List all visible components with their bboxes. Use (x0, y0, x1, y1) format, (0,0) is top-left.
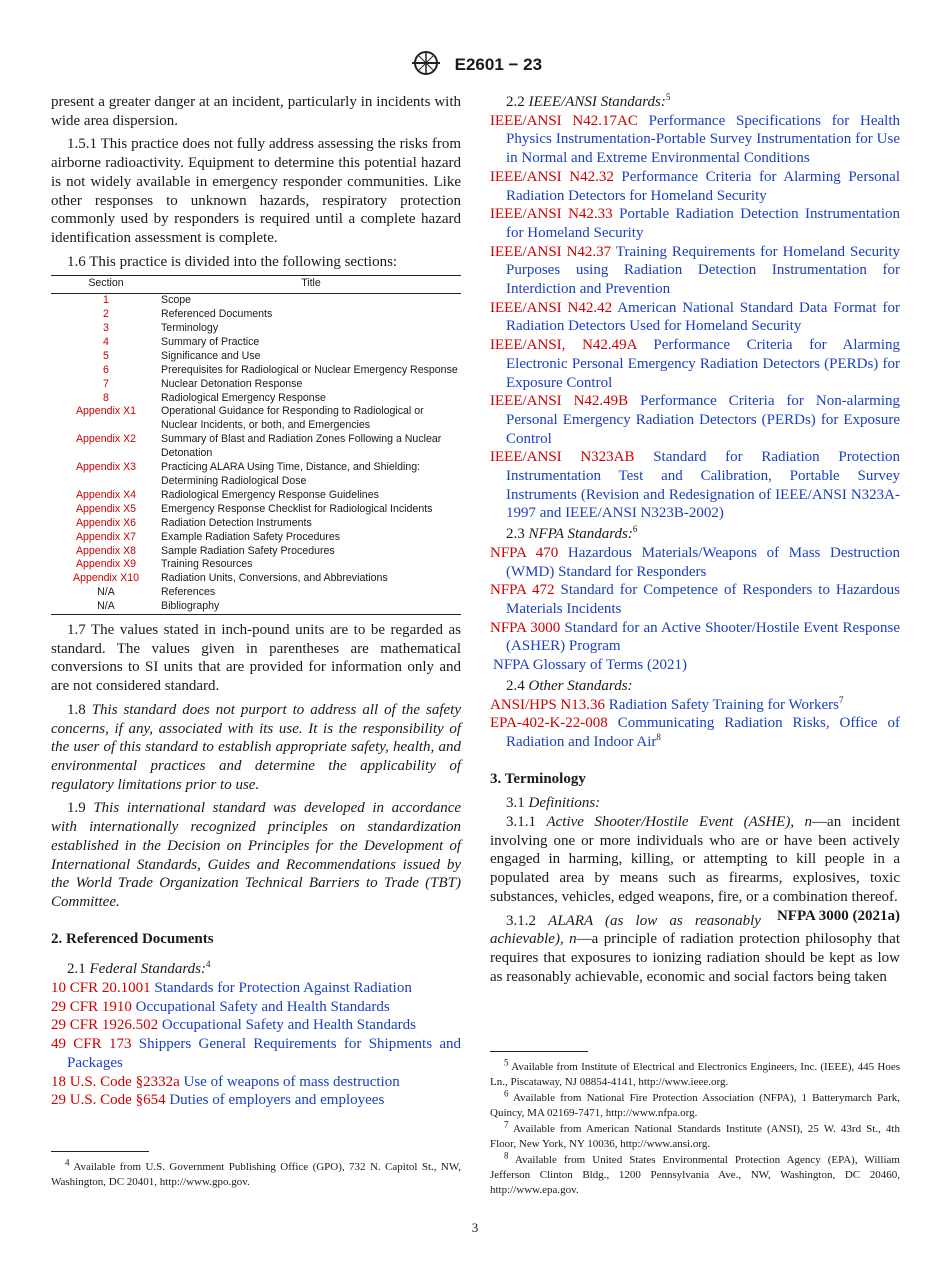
paragraph-1-5-1: 1.5.1 This practice does not fully address assessing the risks from airborne radioactivity. Equipment to determine this potential hazard is not widely available in emergency responder communities. Like other responses to unknown hazards, respiratory protection commonly used by responders is required until a complete hazard identification assessment is complete. (51, 136, 461, 246)
section-title: Radiological Emergency Response Guidelines (161, 488, 379, 501)
section-number[interactable]: 8 (103, 391, 109, 404)
footnote: $^8$ Available from United States Environmental Protection Agency (EPA), William Jefferson Clinton Bldg., 1200 Pennsylvania Ave., NW, Washington, DC 20460, http://www.epa.gov. (490, 1150, 900, 1196)
section-number[interactable]: Appendix X1 (75, 405, 137, 418)
section-title: Referenced Documents (161, 308, 273, 321)
definition-3-1-1: 3.1.1 Active Shooter/Hostile Event (ASHE), n—an incident involving one or more individuals who are or have been actively engaged in harming, killing, or attempting to kill people in a populated area by means such as firearms, explosives, toxic substances, vehicles, edged weapons, fire, or a combination thereof. NFPA 3000 (2021a) (490, 814, 900, 924)
page-number: 3 (471, 1220, 479, 1235)
reference-item (490, 336, 900, 392)
reference-code-link[interactable]: 29 U.S. Code §654 (51, 1092, 166, 1109)
section-number[interactable]: 5 (103, 349, 109, 362)
section-title: Prerequisites for Radiological or Nuclear Emergency Response (161, 363, 458, 376)
reference-code-link[interactable]: IEEE/ANSI N42.42 (490, 299, 613, 316)
federal-standards-list (51, 979, 461, 1110)
reference-title-link[interactable]: Performance Criteria for Non-alarming Personal Emergency Radiation Detectors (PERDs) for Exposure Control (506, 393, 900, 447)
table-row (51, 531, 461, 545)
table-header-section: Section (51, 276, 161, 294)
reference-title-link[interactable]: Performance Criteria for Alarming Electronic Personal Emergency Radiation Detectors (PERDs) for Exposure Control (506, 337, 900, 391)
reference-code-link[interactable]: NFPA 470 (490, 544, 559, 561)
reference-item (490, 619, 900, 656)
subsection-2-1: 2.1 Federal Standards:$^4$ (67, 959, 211, 978)
footnote: $^5$ Available from Institute of Electrical and Electronics Engineers, Inc. (IEEE), 445 Hoes Ln., Piscataway, NJ 08854-4141, http://www.ieee.org. (490, 1057, 900, 1088)
reference-title-link[interactable]: Performance Specifications for Health Physics Instrumentation-Portable Survey Instrumentation for Use in Normal and Extreme Environmental Conditions (506, 112, 901, 167)
table-row (51, 572, 461, 586)
subsection-3-1: 3.1 Definitions: (506, 795, 601, 812)
table-row (51, 336, 461, 350)
footnote-area-right (490, 1051, 900, 1199)
document-title: E2601 − 23 (454, 54, 543, 74)
section-title: Operational Guidance for Responding to Radiological or Nuclear Incidents, or both, and Emergencies (161, 405, 424, 432)
section-number[interactable]: Appendix X2 (75, 433, 137, 446)
reference-code-link[interactable]: IEEE/ANSI N323AB (490, 449, 635, 466)
reference-title-link[interactable]: Standard for Radiation Protection Instrumentation Test and Calibration, Portable Survey Instruments (Revision and Redesignation of IEEE/ANSI N323A-1997 and IEEE/ANSI N323B-2002) (506, 449, 901, 522)
reference-title-link[interactable]: Hazardous Materials/Weapons of Mass Destruction (WMD) Standard for Responders (506, 544, 900, 580)
reference-code-link[interactable]: 10 CFR 20.1001 (51, 980, 151, 997)
section-title: Summary of Blast and Radiation Zones Following a Nuclear Detonation (161, 433, 442, 460)
paragraph-1-8: 1.8 This standard does not purport to address all of the safety concerns, if any, associated with its use. It is the responsibility of the user of this standard to establish appropriate safety, health, and environmental practices and determine the applicability of regulatory limitations prior to use. (51, 701, 462, 793)
reference-title-link[interactable]: Occupational Safety and Health Standards (135, 998, 390, 1015)
section-number: N/A (97, 600, 115, 613)
reference-title-link[interactable]: Use of weapons of mass destruction (183, 1073, 400, 1090)
section-title: Radiation Units, Conversions, and Abbreviations (161, 572, 388, 585)
section-number[interactable]: 6 (103, 363, 109, 376)
reference-code-link[interactable]: IEEE/ANSI N42.49B (490, 393, 629, 410)
reference-code-link[interactable]: NFPA 3000 (490, 619, 561, 636)
table-row (51, 294, 461, 308)
reference-code-link[interactable]: 18 U.S. Code §2332a (51, 1073, 180, 1090)
section-number[interactable]: 7 (103, 377, 109, 390)
section-number[interactable]: Appendix X7 (75, 530, 137, 543)
footnote-4: $^4$ Available from U.S. Government Publishing Office (GPO), 732 N. Capitol St., NW, Washington, DC 20401, http://www.gpo.gov. (51, 1157, 461, 1188)
reference-title-link[interactable]: Portable Radiation Detection Instrumentation for Homeland Security (506, 206, 900, 241)
reference-item (490, 544, 900, 581)
table-row (51, 600, 461, 614)
section-number[interactable]: Appendix X4 (75, 488, 137, 501)
table-row (51, 517, 461, 531)
section-number[interactable]: 3 (103, 322, 109, 335)
section-title: Terminology (161, 322, 219, 335)
reference-item (51, 1073, 461, 1092)
paragraph-1-7: 1.7 The values stated in inch-pound units are to be regarded as standard. The values given in parentheses are mathematical conversions to SI units that are provided for information only and are not considered standard. (51, 622, 461, 695)
reference-code-link[interactable]: IEEE/ANSI N42.37 (490, 243, 612, 260)
footnote: $^7$ Available from American National Standards Institute (ANSI), 25 W. 43rd St., 4th Floor, New York, NY 10036, http://www.ansi.org. (490, 1119, 900, 1150)
section-title: Scope (161, 294, 192, 307)
section-title: Significance and Use (161, 349, 261, 362)
nfpa-standards-list (490, 544, 900, 656)
section-title: References (161, 586, 216, 599)
reference-item (490, 168, 900, 205)
footnote-area-left (51, 1151, 461, 1191)
reference-item (490, 112, 900, 168)
section-number[interactable]: Appendix X8 (75, 544, 137, 557)
reference-title-link[interactable]: Duties of employers and employees (169, 1092, 385, 1109)
section-number[interactable]: Appendix X10 (73, 572, 139, 585)
paragraph-continued: present a greater danger at an incident, particularly in incidents with wide area dispersion. (51, 94, 461, 129)
reference-title-link[interactable]: Standard for Competence of Responders to Hazardous Materials Incidents (506, 582, 901, 617)
footnote-rule (490, 1051, 588, 1052)
reference-item (490, 696, 900, 715)
reference-item (51, 998, 461, 1017)
table-row (51, 586, 461, 600)
ieee-standards-list (490, 112, 900, 523)
section-number[interactable]: Appendix X3 (75, 461, 137, 474)
section-number[interactable]: Appendix X6 (75, 516, 137, 529)
reference-code-link[interactable]: IEEE/ANSI, N42.49A (490, 337, 637, 354)
reference-item (490, 581, 900, 618)
reference-item (51, 1035, 461, 1072)
table-row (51, 558, 461, 572)
sections-table (51, 275, 461, 615)
section-title: Practicing ALARA Using Time, Distance, and Shielding: Determining Radiological Dose (161, 461, 421, 488)
table-row (51, 405, 461, 433)
reference-title-link[interactable]: Performance Criteria for Alarming Personal Radiation Detectors for Homeland Security (506, 168, 901, 204)
astm-logo-icon (408, 50, 444, 81)
right-column (490, 92, 901, 1196)
nfpa-glossary-link[interactable]: NFPA Glossary of Terms (2021) (493, 657, 687, 674)
section-title: Nuclear Detonation Response (161, 377, 303, 390)
footnote-rule (51, 1151, 149, 1152)
section-title: Bibliography (161, 600, 220, 613)
reference-item (490, 714, 900, 751)
reference-title-link[interactable]: American National Standard Data Format for Radiation Detectors Used for Homeland Security (506, 299, 900, 335)
reference-code-link[interactable]: NFPA 472 (490, 582, 555, 599)
reference-code-link[interactable]: ANSI/HPS N13.36 (490, 696, 606, 713)
section-number[interactable]: Appendix X5 (75, 502, 137, 515)
reference-code-link[interactable]: 49 CFR 173 (51, 1036, 132, 1053)
reference-code-link[interactable]: 29 CFR 1910 (51, 998, 132, 1015)
section-title: Sample Radiation Safety Procedures (161, 544, 335, 557)
page-header (0, 50, 950, 81)
table-row (51, 545, 461, 559)
subsection-2-3: 2.3 NFPA Standards:$^6$ (506, 524, 638, 543)
reference-item (490, 243, 900, 299)
section-title: Radiation Detection Instruments (161, 516, 312, 529)
reference-code-link[interactable]: IEEE/ANSI N42.33 (490, 206, 613, 223)
footnote: $^6$ Available from National Fire Protection Association (NFPA), 1 Batterymarch Park, Quincy, MA 02169-7471, http://www.nfpa.org. (490, 1088, 900, 1119)
table-row (51, 461, 461, 489)
reference-title-link[interactable]: Communicating Radiation Risks, Office of Radiation and Indoor Air (506, 715, 900, 750)
reference-title-link[interactable]: Occupational Safety and Health Standards (161, 1017, 416, 1034)
footnote-marker: 7 (838, 694, 844, 705)
section-title: Training Resources (161, 558, 253, 571)
table-row (51, 322, 461, 336)
footnotes-right (490, 1057, 900, 1198)
footnote-marker: 8 (656, 731, 661, 742)
left-column (51, 93, 462, 1188)
section-number[interactable]: 1 (103, 294, 109, 307)
table-row (51, 392, 461, 406)
definition-source: NFPA 3000 (2021a) (776, 907, 900, 924)
table-row (51, 489, 461, 503)
table-row (51, 350, 461, 364)
reference-item (490, 448, 900, 523)
reference-code-link[interactable]: IEEE/ANSI N42.17AC (490, 112, 638, 129)
subsection-2-2: 2.2 IEEE/ANSI Standards:$^5$ (506, 92, 671, 110)
reference-code-link[interactable]: 29 CFR 1926.502 (51, 1017, 159, 1034)
paragraph-1-9: 1.9 This international standard was developed in accordance with internationally recognized principles on standardization established in the Decision on Principles for the Development of International Standards, Guides and Recommendations issued by the World Trade Organization Technical Barriers to Trade (TBT) Committee. (51, 800, 462, 910)
section-title: Radiological Emergency Response (161, 391, 326, 404)
other-standards-list (490, 696, 900, 752)
section-number[interactable]: 4 (103, 335, 109, 348)
reference-code-link[interactable]: EPA-402-K-22-008 (490, 715, 608, 732)
section-title: Emergency Response Checklist for Radiological Incidents (161, 502, 433, 515)
section-heading-terminology: 3. Terminology (490, 770, 586, 787)
table-row (51, 364, 461, 378)
section-number[interactable]: 2 (103, 308, 109, 321)
reference-title-link[interactable]: Shippers General Requirements for Shipments and Packages (67, 1036, 461, 1071)
reference-title-link[interactable]: Standards for Protection Against Radiation (154, 980, 412, 997)
section-title: Summary of Practice (161, 335, 260, 348)
reference-item (490, 392, 900, 448)
subsection-2-4: 2.4 Other Standards: (506, 677, 633, 694)
reference-title-link[interactable]: Standard for an Active Shooter/Hostile Event Response (ASHER) Program (506, 619, 900, 655)
reference-item (51, 1091, 461, 1110)
reference-item (51, 1016, 461, 1035)
section-title: Example Radiation Safety Procedures (161, 530, 341, 543)
table-header-title: Title (161, 276, 461, 294)
reference-item (490, 205, 900, 242)
reference-item (51, 979, 461, 998)
section-heading-referenced-documents: 2. Referenced Documents (51, 930, 214, 947)
reference-title-link[interactable]: Training Requirements for Homeland Security Purposes using Radiation Detection Instrumentation for Interdiction and Prevention (506, 243, 900, 298)
reference-item (490, 299, 900, 336)
table-row (51, 433, 461, 461)
section-number[interactable]: Appendix X9 (75, 558, 137, 571)
reference-title-link[interactable]: Radiation Safety Training for Workers (608, 696, 839, 713)
reference-code-link[interactable]: IEEE/ANSI N42.32 (490, 168, 614, 185)
table-row (51, 503, 461, 517)
table-row (51, 308, 461, 322)
table-row (51, 378, 461, 392)
section-number: N/A (97, 586, 115, 599)
definition-3-1-2: 3.1.2 ALARA (as low as reasonably achievable), n—a principle of radiation protection philosophy that requires that exposures to ionizing radiation should be kept as low as reasonably achievable, economic and social factors being taken (490, 912, 900, 985)
paragraph-1-6: 1.6 This practice is divided into the following sections: (67, 253, 398, 270)
